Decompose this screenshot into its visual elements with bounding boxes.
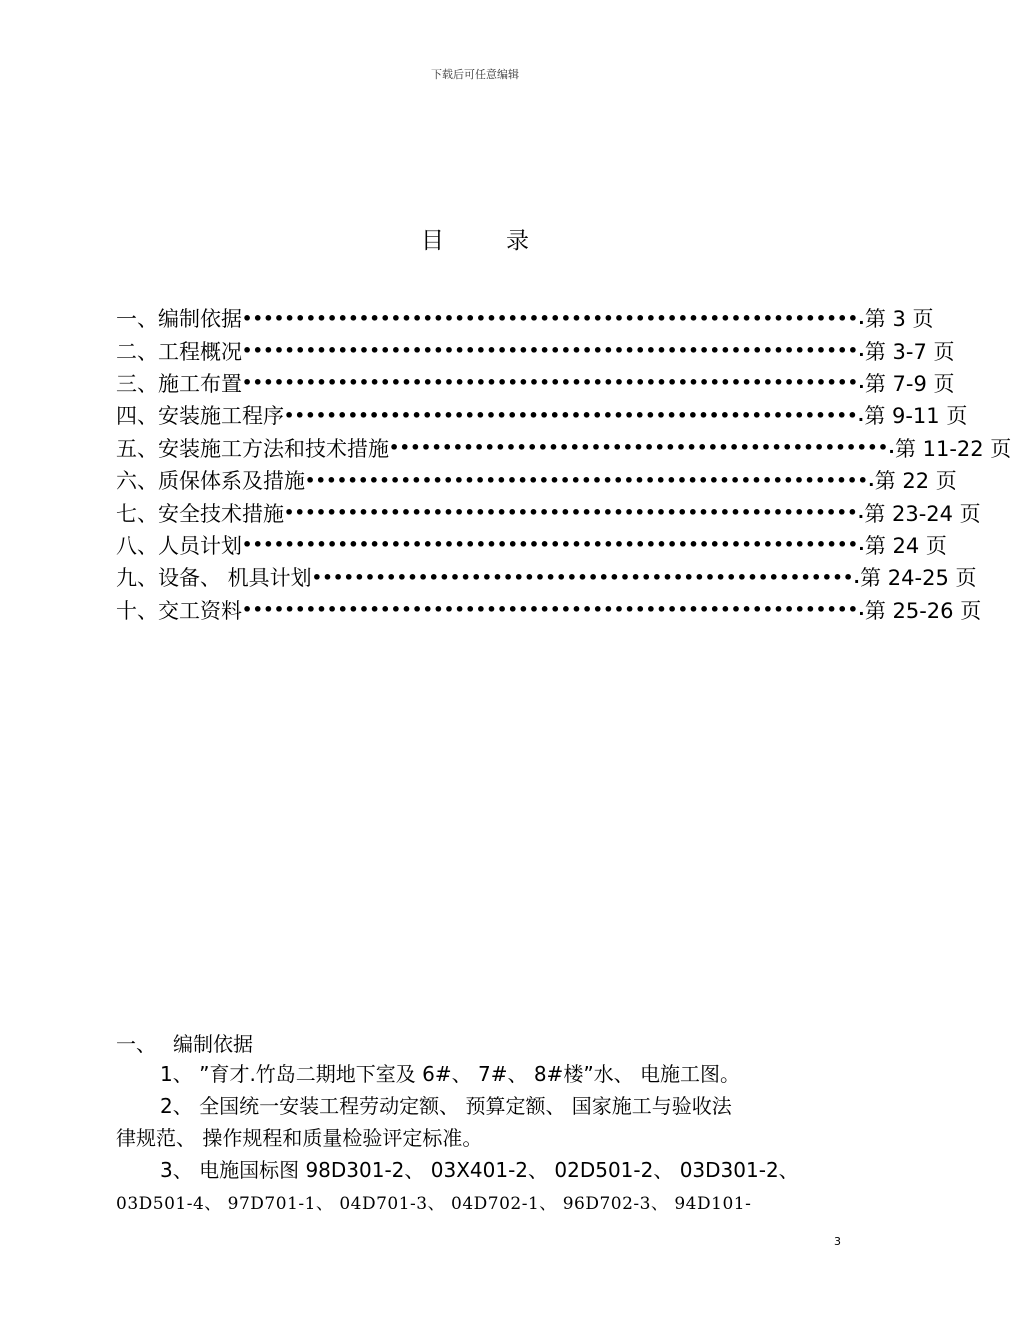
toc-leader-dots: ••••••••••••••••••••••••••••••••••••••••••••••••••••••••••. bbox=[242, 341, 865, 361]
toc-item[interactable] bbox=[116, 399, 968, 431]
section-heading bbox=[116, 1026, 842, 1058]
toc-item-label: 人员计划 bbox=[158, 533, 242, 558]
toc-item[interactable] bbox=[116, 367, 955, 399]
toc-item-page: 第 3 页 bbox=[864, 307, 934, 332]
toc-item-page: 第 25-26 页 bbox=[864, 598, 982, 623]
toc-item-label: 安全技术措施 bbox=[158, 501, 284, 526]
toc-item-page: 第 24-25 页 bbox=[860, 566, 977, 591]
page-header: 下载后可任意编辑 bbox=[431, 68, 519, 81]
toc-item-page: 第 24 页 bbox=[864, 533, 947, 558]
paragraph-text-line1: 3、 电施国标图 98D301-2、 03X401-2、 02D501-2、 03D301-2、 bbox=[160, 1158, 799, 1182]
toc-item[interactable] bbox=[116, 561, 977, 593]
toc-item-page: 第 3-7 页 bbox=[864, 339, 955, 364]
toc-item-label: 工程概况 bbox=[158, 339, 242, 364]
toc-item-number: 二、 bbox=[116, 339, 158, 364]
toc-item-label: 质保体系及措施 bbox=[158, 469, 305, 494]
toc-leader-dots: ••••••••••••••••••••••••••••••••••••••••••••••••••••••••••. bbox=[242, 535, 865, 555]
toc-item-number: 一、 bbox=[116, 307, 158, 332]
toc-leader-dots: ••••••••••••••••••••••••••••••••••••••••••••••••••••••••••. bbox=[242, 308, 865, 328]
toc-leader-dots: ••••••••••••••••••••••••••••••••••••••••••••••••••••••••••. bbox=[242, 373, 865, 393]
toc-item-label: 安装施工程序 bbox=[158, 404, 284, 429]
page-number: 3 bbox=[834, 1235, 841, 1248]
toc-item[interactable] bbox=[116, 464, 957, 496]
toc-leader-dots: ••••••••••••••••••••••••••••••••••••••••••••••••••••••. bbox=[284, 405, 865, 425]
toc-item-label: 设备、 机具计划 bbox=[158, 566, 312, 591]
toc-item-page: 第 7-9 页 bbox=[864, 371, 955, 396]
toc-item-label: 编制依据 bbox=[158, 307, 242, 332]
toc-item-number: 八、 bbox=[116, 533, 158, 558]
toc-item-number: 七、 bbox=[116, 501, 158, 526]
paragraph-1 bbox=[116, 1058, 842, 1090]
toc-item[interactable] bbox=[116, 529, 947, 561]
toc-item-page: 第 23-24 页 bbox=[864, 501, 981, 526]
paragraph-text-line2: 03D501-4、 97D701-1、 04D701-3、 04D702-1、 96D702-3、 94D101- bbox=[116, 1194, 752, 1214]
paragraph-text: 1、 ”育才.竹岛二期地下室及 6#、 7#、 8#楼”水、 电施工图。 bbox=[160, 1062, 741, 1086]
toc-item-number: 六、 bbox=[116, 469, 158, 494]
toc-item-number: 四、 bbox=[116, 404, 158, 429]
toc-item-label: 施工布置 bbox=[158, 371, 242, 396]
toc-item[interactable] bbox=[116, 334, 955, 366]
toc-item-number: 三、 bbox=[116, 371, 158, 396]
toc-item[interactable] bbox=[116, 302, 934, 334]
toc-leader-dots: •••••••••••••••••••••••••••••••••••••••••••••••••••••. bbox=[305, 470, 875, 490]
toc-item[interactable] bbox=[116, 594, 982, 626]
toc-item[interactable] bbox=[116, 496, 981, 528]
toc-item-page: 第 9-11 页 bbox=[864, 404, 968, 429]
toc-title bbox=[0, 222, 950, 255]
toc-item-page: 第 11-22 页 bbox=[894, 436, 1011, 461]
paragraph-text-line1: 2、 全国统一安装工程劳动定额、 预算定额、 国家施工与验收法 bbox=[160, 1094, 732, 1118]
toc-item-number: 九、 bbox=[116, 566, 158, 591]
toc-title-right: 录 bbox=[506, 228, 529, 254]
toc-leader-dots: ••••••••••••••••••••••••••••••••••••••••••••••••••••••. bbox=[284, 503, 865, 523]
toc-item[interactable] bbox=[116, 432, 1011, 464]
section-title: 编制依据 bbox=[173, 1031, 253, 1056]
toc-leader-dots: •••••••••••••••••••••••••••••••••••••••••••••••••••. bbox=[311, 567, 861, 587]
toc-item-label: 安装施工方法和技术措施 bbox=[158, 436, 389, 461]
toc-item-number: 十、 bbox=[116, 598, 158, 623]
toc-item-page: 第 22 页 bbox=[874, 469, 957, 494]
toc-title-left: 目 bbox=[421, 228, 444, 254]
paragraph-2 bbox=[116, 1090, 842, 1154]
toc-item-label: 交工资料 bbox=[158, 598, 242, 623]
table-of-contents bbox=[116, 302, 1011, 626]
toc-leader-dots: •••••••••••••••••••••••••••••••••••••••••••••••. bbox=[389, 438, 895, 458]
toc-leader-dots: ••••••••••••••••••••••••••••••••••••••••••••••••••••••••••. bbox=[242, 600, 865, 620]
paragraph-text-line2: 律规范、 操作规程和质量检验评定标准。 bbox=[116, 1126, 483, 1150]
paragraph-3 bbox=[116, 1154, 842, 1220]
toc-item-number: 五、 bbox=[116, 436, 158, 461]
section-basis bbox=[116, 1026, 842, 1220]
section-number: 一、 bbox=[116, 1031, 156, 1056]
